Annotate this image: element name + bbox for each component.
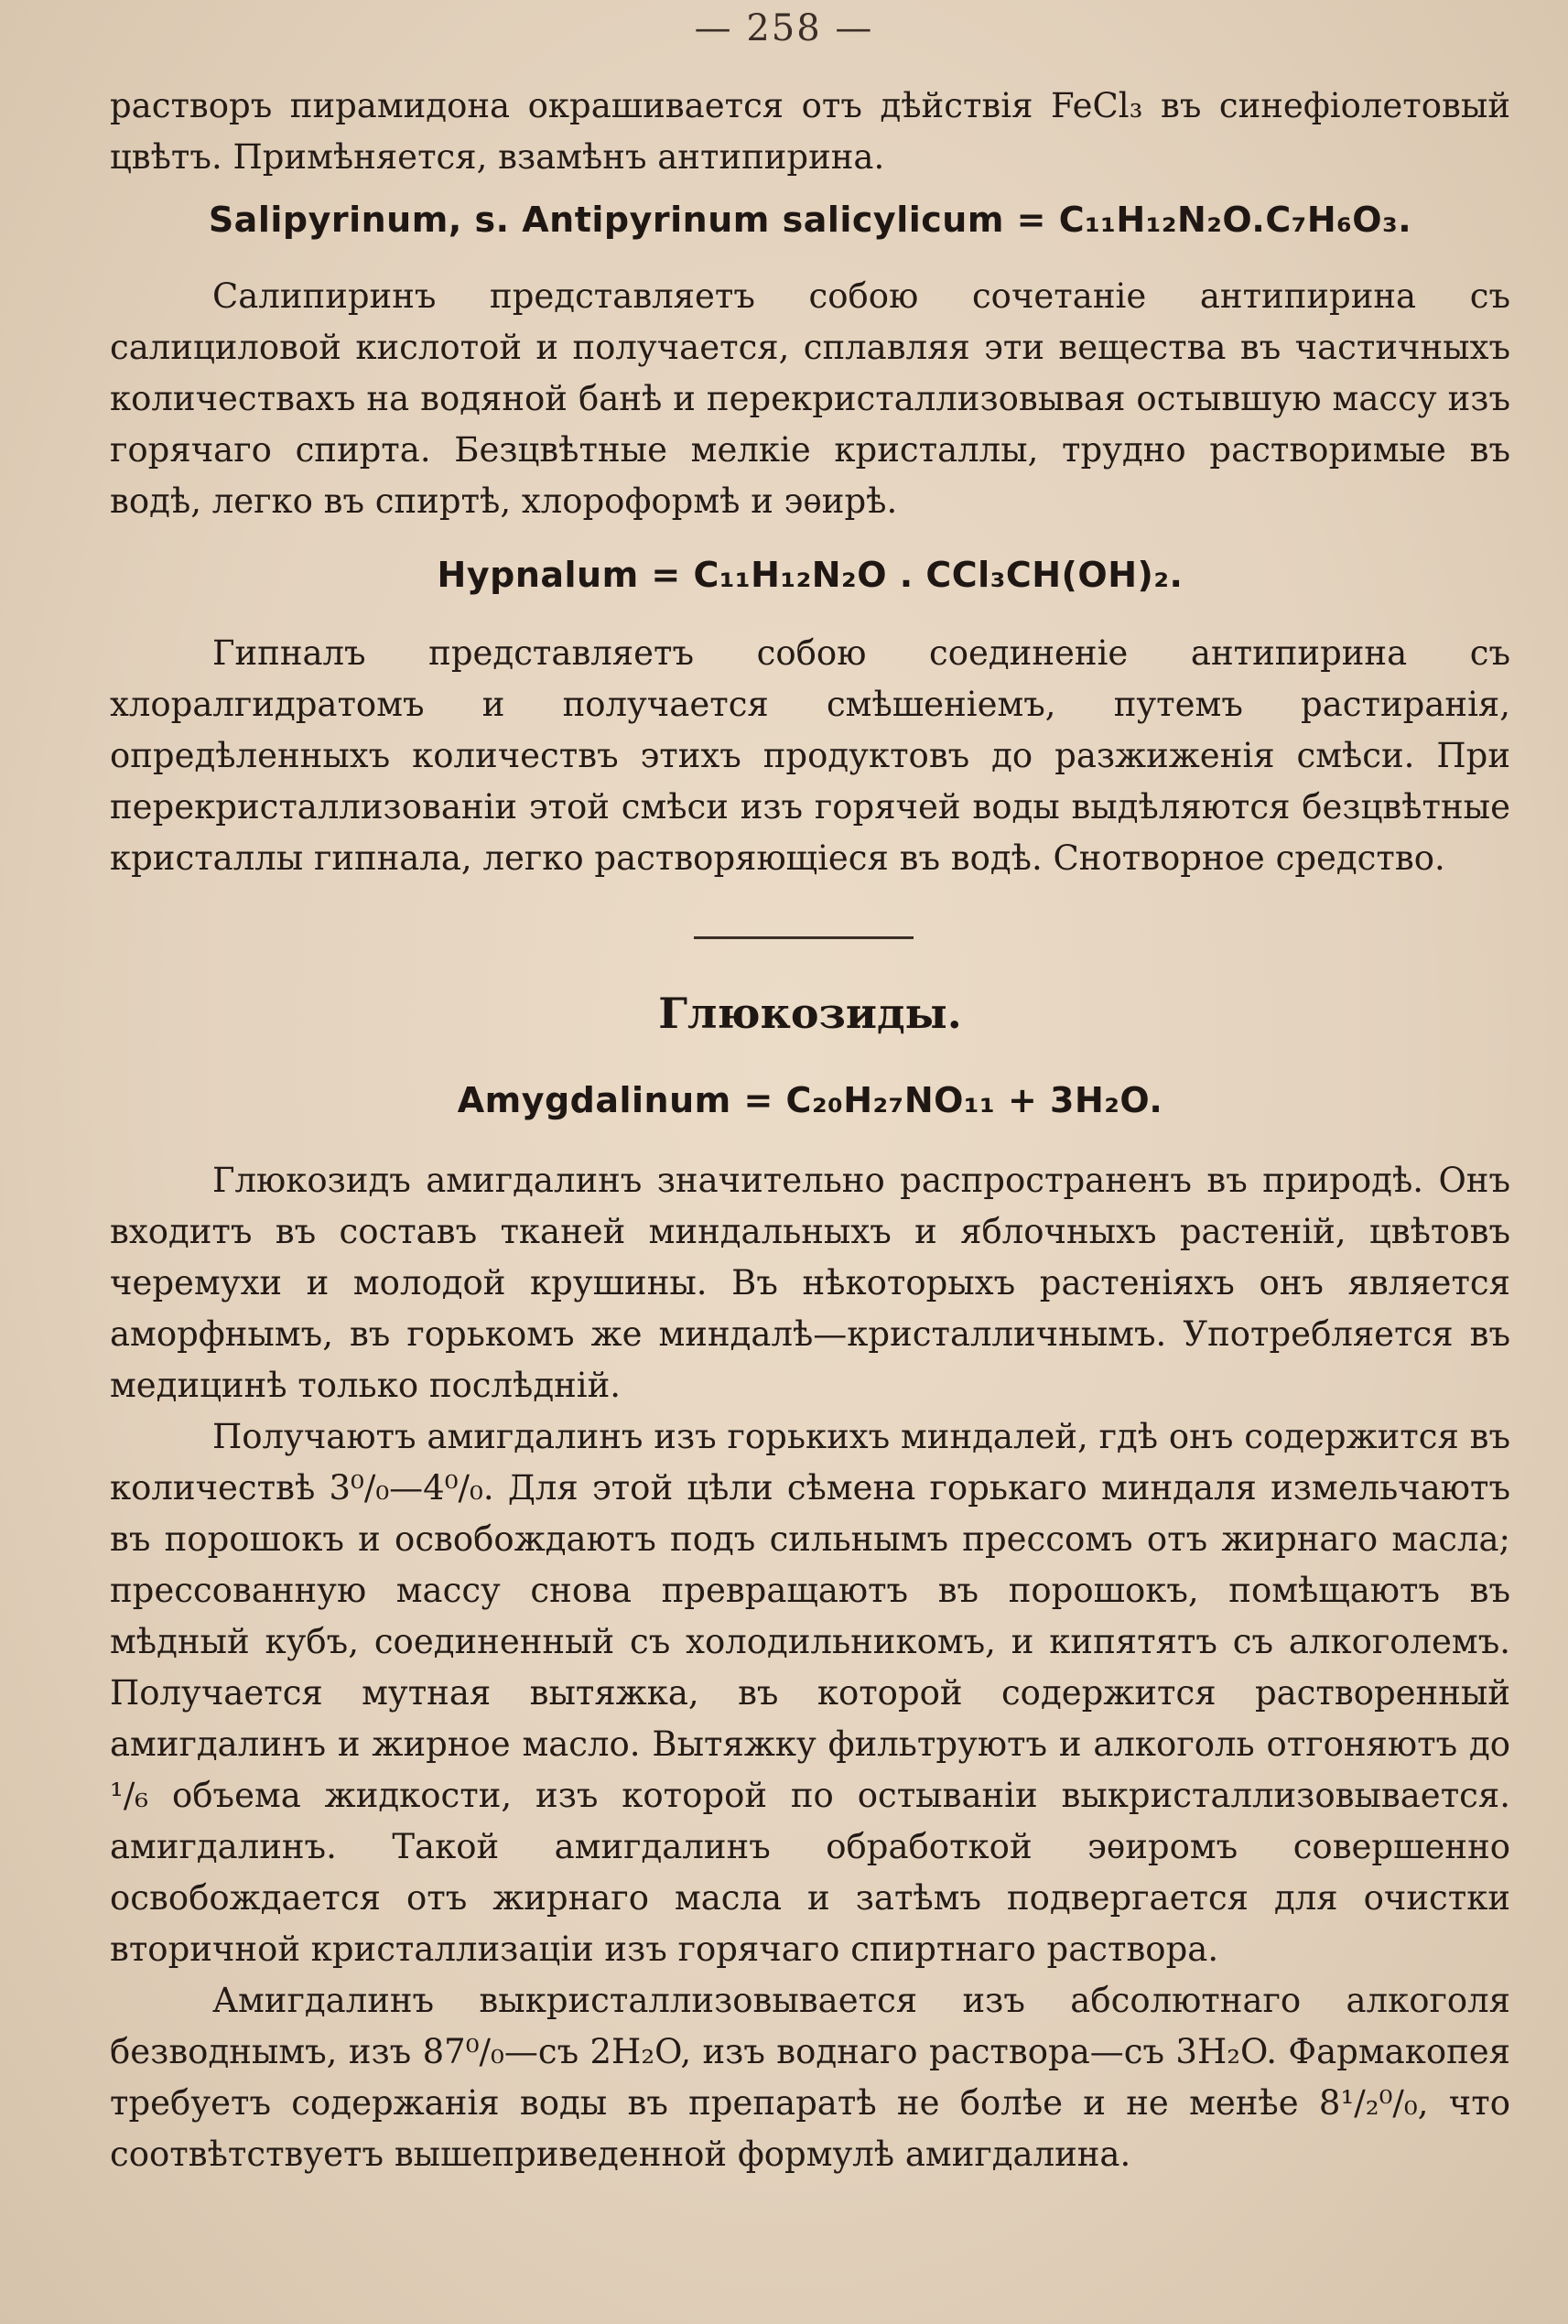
intro-paragraph: растворъ пирамидона окрашивается отъ дѣйствія FeCl₃ въ синефіолетовый цвѣтъ. Примѣняется, взамѣнъ антипирина. (110, 86, 1510, 177)
amygdalin-paragraph-preparation: Получаютъ амигдалинъ изъ горькихъ миндалей, гдѣ онъ содержится въ количествѣ 3⁰/₀—4⁰/₀. Для этой цѣли сѣмена горькаго миндаля измельчаютъ въ порошокъ и освобождаютъ подъ сильнымъ прессомъ отъ жирнаго масла; прессованную массу снова превращаютъ въ порошокъ, помѣщаютъ въ мѣдный кубъ, соединенный съ холодильникомъ, и кипятятъ съ алкоголемъ. Получается мутная вытяжка, въ которой содержится растворенный амигдалинъ и жирное масло. Вытяжку фильтруютъ и алкоголь отгоняютъ до ¹/₆ объема жидкости, изъ которой по остываніи выкристаллизовывается. амигдалинъ. Такой амигдалинъ обработкой эѳиромъ совершенно освобождается отъ жирнаго масла и затѣмъ подвергается для очистки вторичной кристаллизаціи изъ горячаго спиртнаго раствора. (110, 1417, 1510, 1969)
page-number: — 258 — (694, 7, 874, 49)
salipyrinum-formula: Salipyrinum, s. Antipyrinum salicylicum = C₁₁H₁₂N₂O.C₇H₆O₃. (208, 200, 1412, 240)
hypnalum-paragraph: Гипналъ представляетъ собою соединеніе антипирина съ хлоралгидратомъ и получается смѣшеніемъ, путемъ растиранія, опредѣленныхъ количествъ этихъ продуктовъ до разжиженія смѣси. При перекристаллизованіи этой смѣси изъ горячей воды выдѣляются безцвѣтные кристаллы гипнала, легко растворяющіеся въ водѣ. Снотворное средство. (110, 633, 1510, 878)
section-heading: Глюкозиды. (658, 989, 962, 1038)
salipyrinum-paragraph-block (110, 271, 1510, 527)
amygdalin-paragraph-crystallization: Амигдалинъ выкристаллизовывается изъ абсолютнаго алкоголя безводнымъ, изъ 87⁰/₀—съ 2H₂O, изъ воднаго раствора—съ 3H₂O. Фармакопея требуетъ содержанія воды въ препаратѣ не болѣе и не менѣе 8¹/₂⁰/₀, что соотвѣтствуетъ вышеприведенной формулѣ амигдалина. (110, 1981, 1510, 2174)
section-divider (694, 936, 914, 939)
intro-paragraph-block (110, 81, 1510, 183)
amygdalin-paragraph-occurrence: Глюкозидъ амигдалинъ значительно распространенъ въ природѣ. Онъ входитъ въ составъ тканей миндальныхъ и яблочныхъ растеній, цвѣтовъ черемухи и молодой крушины. Въ нѣкоторыхъ растеніяхъ онъ является аморфнымъ, въ горькомъ же миндалѣ—кристалличнымъ. Употребляется въ медицинѣ только послѣдній. (110, 1161, 1510, 1405)
salipyrinum-paragraph: Салипиринъ представляетъ собою сочетаніе антипирина съ салициловой кислотой и получается, сплавляя эти вещества въ частичныхъ количествахъ на водяной банѣ и перекристаллизовывая остывшую массу изъ горячаго спирта. Безцвѣтные мелкіе кристаллы, трудно растворимые въ водѣ, легко въ спиртѣ, хлороформѣ и эѳирѣ. (110, 276, 1510, 521)
amygdalinum-formula: Amygdalinum = C₂₀H₂₇NO₁₁ + 3H₂O. (457, 1080, 1163, 1120)
amygdalin-text-block (110, 1155, 1510, 2180)
hypnalum-formula: Hypnalum = C₁₁H₁₂N₂O . CCl₃CH(OH)₂. (437, 555, 1184, 595)
hypnalum-paragraph-block (110, 628, 1510, 884)
